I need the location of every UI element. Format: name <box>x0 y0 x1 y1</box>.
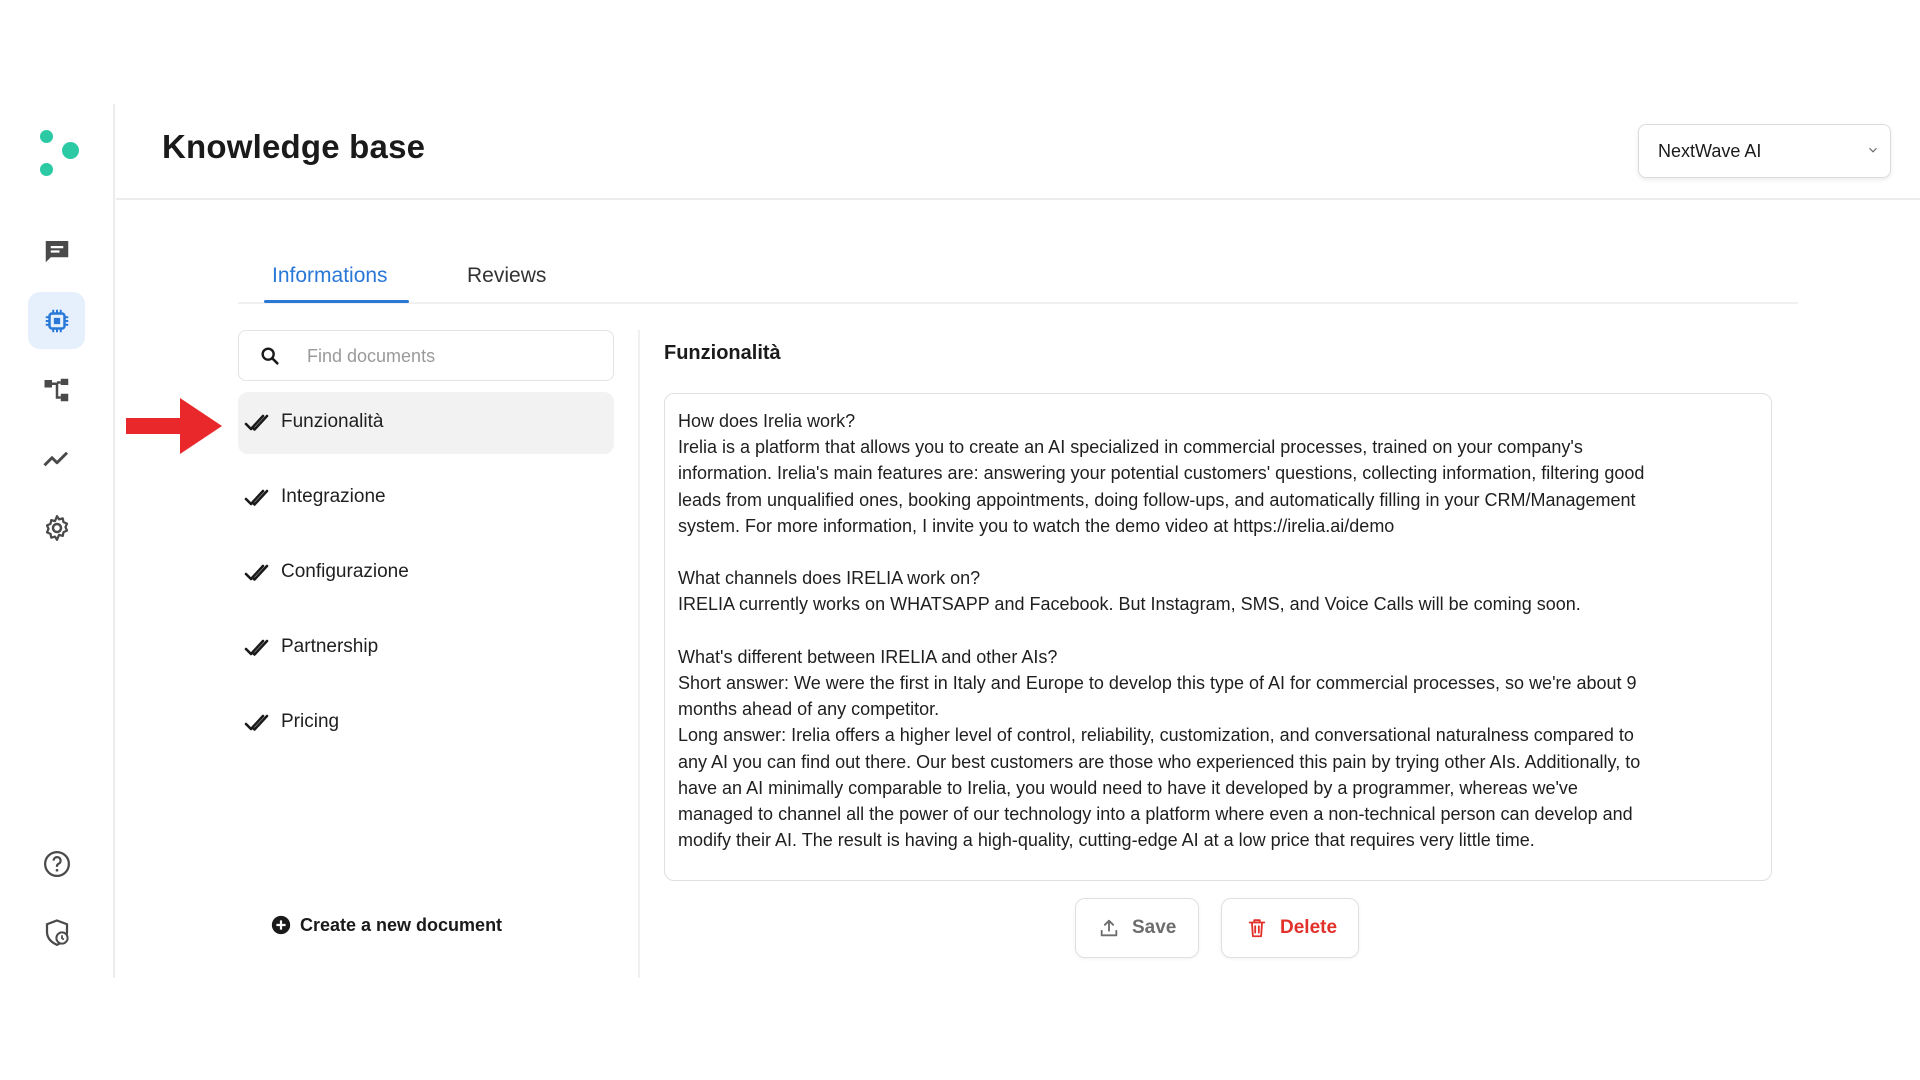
annotation-arrow-icon <box>126 398 222 454</box>
double-check-icon <box>244 562 270 584</box>
content-line <box>678 618 1758 644</box>
document-item-partnership[interactable] <box>238 617 614 679</box>
workspace-select-value: NextWave AI <box>1658 140 1762 161</box>
double-check-icon <box>244 412 270 434</box>
save-button-label: Save <box>1132 917 1177 938</box>
tab-informations[interactable]: Informations <box>272 264 388 287</box>
chip-icon <box>42 306 72 336</box>
delete-button[interactable] <box>1221 898 1359 958</box>
document-item-integrazione[interactable] <box>238 467 614 529</box>
content-line: IRELIA currently works on WHATSAPP and Facebook. But Instagram, SMS, and Voice Calls will be coming soon. <box>678 594 1581 615</box>
sidebar <box>0 104 115 978</box>
content-line: What channels does IRELIA work on? <box>678 568 981 589</box>
trash-icon <box>1246 917 1268 939</box>
sidebar-item-analytics[interactable] <box>28 430 85 487</box>
content-line: system. For more information, I invite you to watch the demo video at https://irelia.ai/demo <box>678 515 1395 536</box>
sidebar-item-settings[interactable] <box>28 499 85 556</box>
document-item-label: Partnership <box>281 636 379 657</box>
content-line: modify their AI. The result is having a high-quality, cutting-edge AI at a low price that requires very little time. <box>678 830 1535 851</box>
content-line: leads from unqualified ones, booking appointments, doing follow-ups, and automatically filling in your CRM/Management <box>678 489 1636 510</box>
content-line: information. Irelia's main features are: answering your potential customers' questions, collecting information, filtering good <box>678 463 1645 484</box>
tab-reviews[interactable]: Reviews <box>467 264 547 287</box>
content-line: Irelia is a platform that allows you to create an AI specialized in commercial processes, trained on your company's <box>678 437 1583 458</box>
document-item-configurazione[interactable] <box>238 542 614 604</box>
tab-bar <box>238 256 1798 304</box>
content-line: How does Irelia work? <box>678 411 856 431</box>
delete-button-label: Delete <box>1280 917 1338 938</box>
document-item-label: Pricing <box>281 711 340 732</box>
upload-icon <box>1098 917 1120 939</box>
sidebar-item-chat[interactable] <box>28 222 85 279</box>
search-input[interactable] <box>307 341 597 371</box>
document-title: Funzionalità <box>664 342 781 364</box>
content-line: Short answer: We were the first in Italy and Europe to develop this type of AI for commercial processes, so we're about 9 <box>678 673 1637 693</box>
document-item-pricing[interactable] <box>238 692 614 754</box>
double-check-icon <box>244 487 270 509</box>
sidebar-item-knowledge-base[interactable] <box>28 292 85 349</box>
workspace-select[interactable] <box>1638 124 1891 178</box>
content-line: Long answer: Irelia offers a higher level of control, reliability, customization, and conversational naturalness compared to <box>678 725 1634 746</box>
document-item-label: Funzionalità <box>281 411 384 432</box>
content-line: have an AI minimally comparable to Irelia, you would need to have it developed by a programmer, whereas we've <box>678 777 1578 798</box>
chat-icon <box>42 236 72 266</box>
double-check-icon <box>244 637 270 659</box>
gear-icon <box>42 513 72 543</box>
document-content-editor[interactable] <box>664 393 1772 881</box>
column-divider <box>638 330 640 978</box>
create-document-label: Create a new document <box>300 914 503 935</box>
document-item-label: Configurazione <box>281 561 409 582</box>
content-line: any AI you can find out there. Our best customers are those who experienced this pain by trying other AIs. Additionally, to <box>678 751 1641 772</box>
content-line: What's different between IRELIA and other AIs? <box>678 646 1058 667</box>
document-item-funzionalita[interactable] <box>238 392 614 454</box>
flow-icon <box>42 375 72 405</box>
content-line: managed to channel all the power of our technology into a platform where even a non-technical person can develop and <box>678 804 1633 825</box>
plus-circle-icon <box>270 914 292 936</box>
document-item-label: Integrazione <box>281 486 386 507</box>
chevron-down-icon <box>1866 143 1880 157</box>
sidebar-item-security[interactable] <box>28 904 85 961</box>
content-line <box>678 539 1758 565</box>
header-divider <box>116 198 1920 200</box>
double-check-icon <box>244 712 270 734</box>
sidebar-item-flows[interactable] <box>28 361 85 418</box>
search-box[interactable] <box>238 330 614 381</box>
content-line: months ahead of any competitor. <box>678 699 940 720</box>
sidebar-item-help[interactable] <box>28 835 85 892</box>
shield-clock-icon <box>42 918 72 948</box>
save-button[interactable] <box>1075 898 1199 958</box>
page-title: Knowledge base <box>162 128 426 165</box>
search-icon <box>259 345 281 367</box>
brand-logo[interactable] <box>38 130 84 178</box>
active-tab-indicator <box>264 300 409 303</box>
create-document-button[interactable] <box>270 914 502 936</box>
help-icon <box>42 849 72 879</box>
analytics-icon <box>42 444 72 474</box>
